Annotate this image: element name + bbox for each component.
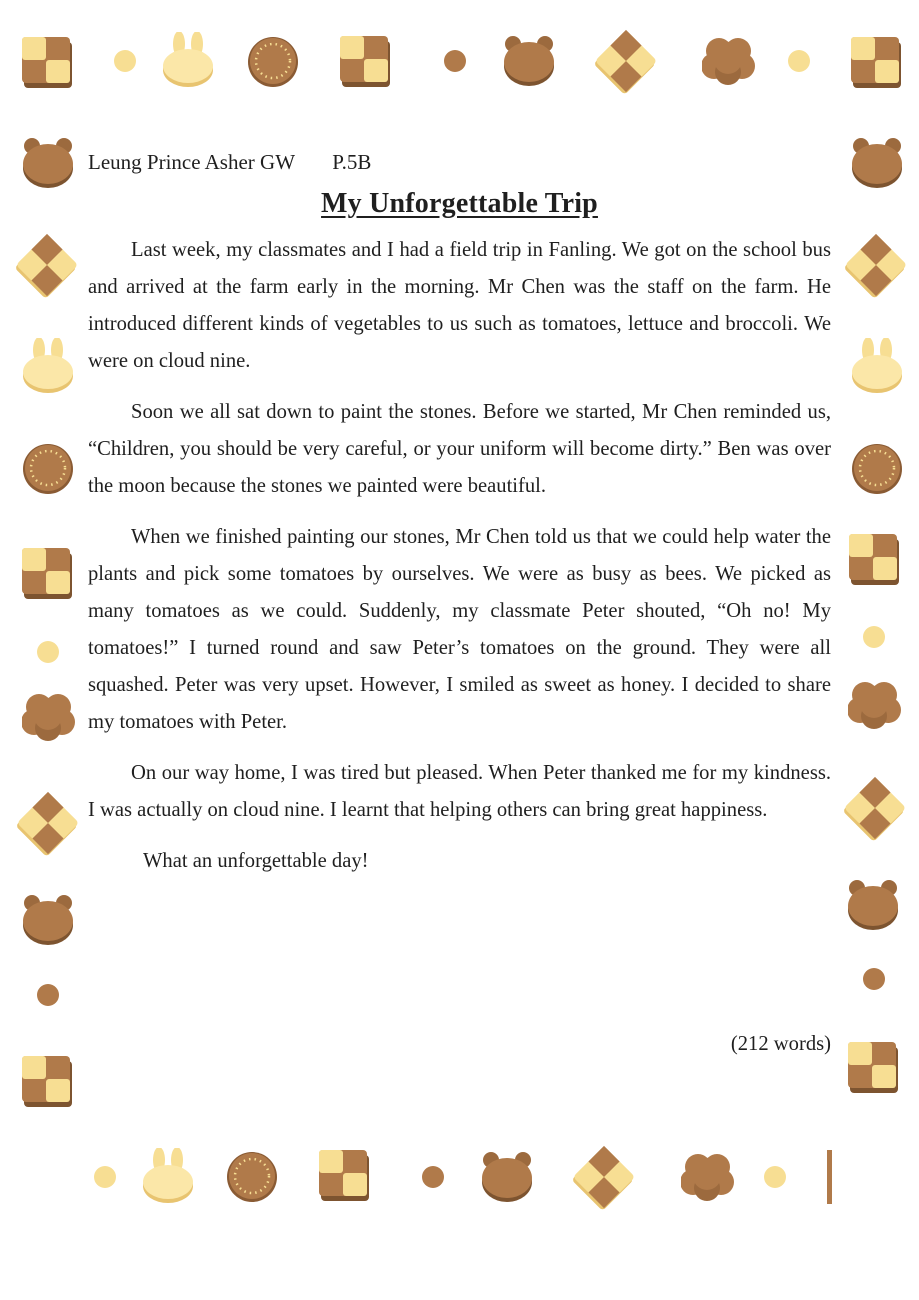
dot-cookie-icon	[863, 968, 887, 992]
bear-cookie-icon	[503, 34, 557, 88]
flower-cookie-icon	[702, 36, 756, 88]
checker-cookie-icon	[319, 1150, 373, 1204]
diamond-cookie-icon	[14, 232, 80, 298]
checker-cookie-icon	[849, 534, 903, 588]
checker-cookie-icon	[22, 37, 76, 91]
flower-cookie-icon	[848, 680, 902, 732]
bunny-cookie-icon	[22, 338, 76, 396]
dot-cookie-icon	[94, 1166, 118, 1190]
paragraph-1: Last week, my classmates and I had a field trip in Fanling. We got on the school bus and arrived at the farm early in the morning. Mr Chen was the staff on the farm. He introduced different kinds of vegetables to us such as tomatoes, lettuce and broccoli. We were on cloud nine.	[88, 239, 831, 372]
round-cookie-icon	[23, 444, 75, 496]
bear-cookie-icon	[851, 136, 905, 190]
dot-cookie-icon	[422, 1166, 446, 1190]
bear-cookie-icon	[847, 878, 901, 932]
paragraph-3: When we finished painting our stones, Mr Chen told us that we could help water the plants and pick some tomatoes by ourselves. We were as busy as bees. We picked as many tomatoes as we could. Suddenly, my classmate Peter shouted, “Oh no! My tomatoes!” I turned round and saw Peter’s tomatoes on the ground. They were all squashed. Peter was very upset. However, I smiled as sweet as honey. I decided to share my tomatoes with Peter.	[88, 526, 831, 733]
dot-cookie-icon	[444, 50, 468, 74]
closing-line: What an unforgettable day!	[143, 850, 369, 872]
dot-cookie-icon	[37, 641, 61, 665]
diamond-cookie-icon	[571, 1144, 637, 1210]
dot-cookie-icon	[764, 1166, 788, 1190]
checker-cookie-icon	[340, 36, 394, 90]
student-info	[88, 146, 831, 178]
bunny-cookie-icon	[162, 32, 216, 90]
word-count: (212 words)	[730, 1033, 831, 1055]
dot-cookie-icon	[788, 50, 812, 74]
bunny-cookie-icon	[851, 338, 905, 396]
bear-cookie-icon	[22, 136, 76, 190]
checker-cookie-icon	[848, 1042, 902, 1096]
paragraph-2: Soon we all sat down to paint the stones. Before we started, Mr Chen reminded us, “Children, you should be very careful, or your uniform will become dirty.” Ben was over the moon because the stones we painted were beautiful.	[88, 401, 831, 497]
student-name: Leung Prince Asher GW	[88, 150, 296, 174]
dot-cookie-icon	[114, 50, 138, 74]
flower-cookie-icon	[681, 1152, 735, 1204]
flower-cookie-icon	[22, 692, 76, 744]
checker-cookie-icon	[851, 37, 905, 91]
bear-cookie-icon	[22, 893, 76, 947]
diamond-cookie-icon	[843, 232, 909, 298]
essay-title: My Unforgettable Trip	[321, 188, 598, 219]
essay-page	[88, 146, 831, 1055]
paragraph-4: On our way home, I was tired but pleased. When Peter thanked me for my kindness. I was actually on cloud nine. I learnt that helping others can bring great happiness.	[88, 762, 831, 821]
bear-cookie-icon	[481, 1150, 535, 1204]
checker-cookie-icon	[22, 1056, 76, 1110]
round-cookie-icon	[227, 1152, 279, 1204]
round-cookie-icon	[852, 444, 904, 496]
diamond-cookie-icon	[15, 790, 81, 856]
diamond-cookie-icon	[593, 28, 659, 94]
bunny-cookie-icon	[142, 1148, 196, 1206]
checker-cookie-icon	[22, 548, 76, 602]
diamond-cookie-icon	[842, 775, 908, 841]
student-class: P.5B	[332, 150, 372, 174]
dot-cookie-icon	[863, 626, 887, 650]
round-cookie-icon	[248, 37, 300, 89]
cookie-edge	[827, 1150, 832, 1204]
dot-cookie-icon	[37, 984, 61, 1008]
